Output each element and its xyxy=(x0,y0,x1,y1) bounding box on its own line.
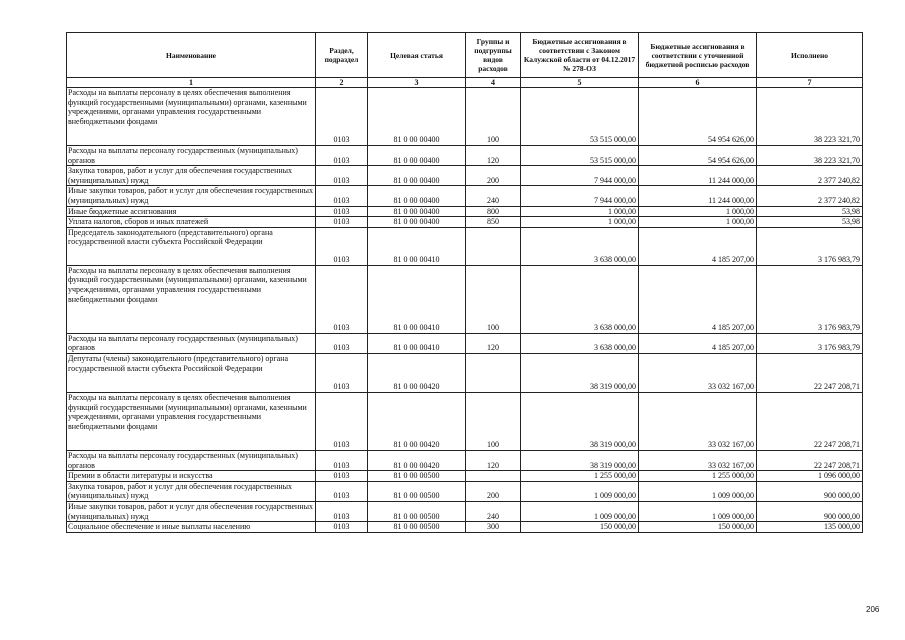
row-group xyxy=(466,227,521,265)
row-section: 0103 xyxy=(316,471,368,482)
row-executed: 2 377 240,82 xyxy=(757,186,863,206)
row-name: Закупка товаров, работ и услуг для обеспечения государственных (муниципальных) нужд xyxy=(67,481,316,501)
row-budget-law: 1 255 000,00 xyxy=(521,471,639,482)
row-group: 200 xyxy=(466,481,521,501)
column-number: 4 xyxy=(466,78,521,88)
row-name: Расходы на выплаты персоналу в целях обеспечения выполнения функций государственными (муниципальными) органами, казенными учреждениями, органами управления государственными внебюджетными фондами xyxy=(67,392,316,450)
header-groups: Группы и подгруппы видов расходов xyxy=(466,33,521,78)
table-row xyxy=(67,471,863,482)
budget-table xyxy=(66,32,863,533)
budget-table-sheet xyxy=(66,32,862,533)
row-name: Председатель законодательного (представительного) органа государственной власти субъекта Российской Федерации xyxy=(67,227,316,265)
column-number: 3 xyxy=(368,78,466,88)
row-group: 240 xyxy=(466,501,521,521)
header-name: Наименование xyxy=(67,33,316,78)
row-name: Закупка товаров, работ и услуг для обеспечения государственных (муниципальных) нужд xyxy=(67,166,316,186)
row-executed: 38 223 321,70 xyxy=(757,146,863,166)
table-row xyxy=(67,392,863,450)
row-group: 800 xyxy=(466,206,521,217)
row-budget-law: 38 319 000,00 xyxy=(521,450,639,470)
row-group: 100 xyxy=(466,392,521,450)
row-section: 0103 xyxy=(316,186,368,206)
row-executed: 22 247 208,71 xyxy=(757,353,863,392)
row-budget-law: 3 638 000,00 xyxy=(521,333,639,353)
header-budget-revised: Бюджетные ассигнования в соответствии с уточненной бюджетной росписью расходов xyxy=(639,33,757,78)
row-section: 0103 xyxy=(316,450,368,470)
table-row xyxy=(67,333,863,353)
table-row xyxy=(67,353,863,392)
row-executed: 3 176 983,79 xyxy=(757,333,863,353)
row-name: Социальное обеспечение и иные выплаты населению xyxy=(67,522,316,533)
table-row xyxy=(67,450,863,470)
row-executed: 53,98 xyxy=(757,217,863,228)
row-budget-law: 1 000,00 xyxy=(521,206,639,217)
row-name: Премии в области литературы и искусства xyxy=(67,471,316,482)
row-group: 240 xyxy=(466,186,521,206)
row-group xyxy=(466,471,521,482)
row-budget-law: 53 515 000,00 xyxy=(521,88,639,146)
row-group: 100 xyxy=(466,88,521,146)
row-section: 0103 xyxy=(316,481,368,501)
table-row xyxy=(67,227,863,265)
row-group xyxy=(466,353,521,392)
column-number: 7 xyxy=(757,78,863,88)
column-number: 5 xyxy=(521,78,639,88)
row-target: 81 0 00 00500 xyxy=(368,471,466,482)
row-section: 0103 xyxy=(316,392,368,450)
row-budget-revised: 33 032 167,00 xyxy=(639,353,757,392)
row-name: Уплата налогов, сборов и иных платежей xyxy=(67,217,316,228)
row-group: 120 xyxy=(466,450,521,470)
row-target: 81 0 00 00410 xyxy=(368,333,466,353)
page-number: 206 xyxy=(866,605,880,614)
row-budget-revised: 1 255 000,00 xyxy=(639,471,757,482)
table-row xyxy=(67,522,863,533)
row-name: Расходы на выплаты персоналу в целях обеспечения выполнения функций государственными (муниципальными) органами, казенными учреждениями, органами управления государственными внебюджетными фондами xyxy=(67,265,316,333)
row-name: Расходы на выплаты персоналу государственных (муниципальных) органов xyxy=(67,450,316,470)
row-budget-revised: 150 000,00 xyxy=(639,522,757,533)
row-target: 81 0 00 00500 xyxy=(368,522,466,533)
table-row xyxy=(67,501,863,521)
row-target: 81 0 00 00400 xyxy=(368,186,466,206)
row-budget-revised: 33 032 167,00 xyxy=(639,450,757,470)
row-group: 850 xyxy=(466,217,521,228)
row-executed: 1 096 000,00 xyxy=(757,471,863,482)
row-name: Расходы на выплаты персоналу государственных (муниципальных) органов xyxy=(67,333,316,353)
row-budget-law: 53 515 000,00 xyxy=(521,146,639,166)
row-budget-law: 38 319 000,00 xyxy=(521,353,639,392)
row-section: 0103 xyxy=(316,501,368,521)
column-number: 1 xyxy=(67,78,316,88)
row-section: 0103 xyxy=(316,265,368,333)
row-name: Расходы на выплаты персоналу в целях обеспечения выполнения функций государственными (муниципальными) органами, казенными учреждениями, органами управления государственными внебюджетными фондами xyxy=(67,88,316,146)
row-group: 100 xyxy=(466,265,521,333)
row-budget-law: 3 638 000,00 xyxy=(521,265,639,333)
row-target: 81 0 00 00400 xyxy=(368,206,466,217)
table-row xyxy=(67,186,863,206)
row-budget-revised: 11 244 000,00 xyxy=(639,166,757,186)
row-target: 81 0 00 00420 xyxy=(368,353,466,392)
row-name: Иные закупки товаров, работ и услуг для обеспечения государственных (муниципальных) нужд xyxy=(67,186,316,206)
row-name: Иные бюджетные ассигнования xyxy=(67,206,316,217)
row-target: 81 0 00 00500 xyxy=(368,501,466,521)
table-row xyxy=(67,88,863,146)
row-budget-revised: 1 009 000,00 xyxy=(639,481,757,501)
row-budget-law: 3 638 000,00 xyxy=(521,227,639,265)
column-number: 6 xyxy=(639,78,757,88)
row-section: 0103 xyxy=(316,353,368,392)
table-row xyxy=(67,265,863,333)
row-executed: 3 176 983,79 xyxy=(757,265,863,333)
row-budget-revised: 11 244 000,00 xyxy=(639,186,757,206)
row-group: 120 xyxy=(466,333,521,353)
table-row xyxy=(67,146,863,166)
row-executed: 900 000,00 xyxy=(757,501,863,521)
row-target: 81 0 00 00400 xyxy=(368,146,466,166)
row-executed: 22 247 208,71 xyxy=(757,392,863,450)
row-group: 120 xyxy=(466,146,521,166)
table-row xyxy=(67,166,863,186)
header-budget-law: Бюджетные ассигнования в соответствии с Законом Калужской области от 04.12.2017 № 278-ОЗ xyxy=(521,33,639,78)
row-budget-law: 7 944 000,00 xyxy=(521,186,639,206)
row-section: 0103 xyxy=(316,522,368,533)
row-section: 0103 xyxy=(316,217,368,228)
row-executed: 38 223 321,70 xyxy=(757,88,863,146)
row-budget-revised: 1 000,00 xyxy=(639,217,757,228)
row-budget-law: 38 319 000,00 xyxy=(521,392,639,450)
row-target: 81 0 00 00500 xyxy=(368,481,466,501)
row-group: 300 xyxy=(466,522,521,533)
header-row xyxy=(67,33,863,78)
table-body xyxy=(67,88,863,533)
row-section: 0103 xyxy=(316,206,368,217)
row-budget-law: 7 944 000,00 xyxy=(521,166,639,186)
row-budget-law: 1 000,00 xyxy=(521,217,639,228)
row-budget-law: 150 000,00 xyxy=(521,522,639,533)
table-row xyxy=(67,217,863,228)
row-section: 0103 xyxy=(316,227,368,265)
row-executed: 3 176 983,79 xyxy=(757,227,863,265)
header-target: Целевая статья xyxy=(368,33,466,78)
table-row xyxy=(67,206,863,217)
row-section: 0103 xyxy=(316,88,368,146)
row-executed: 53,98 xyxy=(757,206,863,217)
row-executed: 22 247 208,71 xyxy=(757,450,863,470)
row-budget-revised: 1 000,00 xyxy=(639,206,757,217)
header-executed: Исполнено xyxy=(757,33,863,78)
row-budget-revised: 4 185 207,00 xyxy=(639,333,757,353)
row-name: Расходы на выплаты персоналу государственных (муниципальных) органов xyxy=(67,146,316,166)
row-executed: 900 000,00 xyxy=(757,481,863,501)
row-section: 0103 xyxy=(316,166,368,186)
row-target: 81 0 00 00400 xyxy=(368,166,466,186)
row-budget-revised: 4 185 207,00 xyxy=(639,265,757,333)
row-target: 81 0 00 00420 xyxy=(368,450,466,470)
row-budget-revised: 1 009 000,00 xyxy=(639,501,757,521)
row-target: 81 0 00 00410 xyxy=(368,227,466,265)
row-target: 81 0 00 00410 xyxy=(368,265,466,333)
header-section: Раздел, подраздел xyxy=(316,33,368,78)
row-name: Депутаты (члены) законодательного (представительного) органа государственной власти субъекта Российской Федерации xyxy=(67,353,316,392)
row-budget-law: 1 009 000,00 xyxy=(521,501,639,521)
row-target: 81 0 00 00420 xyxy=(368,392,466,450)
row-executed: 2 377 240,82 xyxy=(757,166,863,186)
row-budget-revised: 33 032 167,00 xyxy=(639,392,757,450)
row-budget-revised: 54 954 626,00 xyxy=(639,88,757,146)
row-target: 81 0 00 00400 xyxy=(368,88,466,146)
row-section: 0103 xyxy=(316,333,368,353)
column-number-row xyxy=(67,78,863,88)
table-row xyxy=(67,481,863,501)
column-number: 2 xyxy=(316,78,368,88)
row-budget-revised: 54 954 626,00 xyxy=(639,146,757,166)
row-name: Иные закупки товаров, работ и услуг для обеспечения государственных (муниципальных) нужд xyxy=(67,501,316,521)
row-group: 200 xyxy=(466,166,521,186)
row-target: 81 0 00 00400 xyxy=(368,217,466,228)
row-executed: 135 000,00 xyxy=(757,522,863,533)
row-budget-law: 1 009 000,00 xyxy=(521,481,639,501)
row-budget-revised: 4 185 207,00 xyxy=(639,227,757,265)
row-section: 0103 xyxy=(316,146,368,166)
